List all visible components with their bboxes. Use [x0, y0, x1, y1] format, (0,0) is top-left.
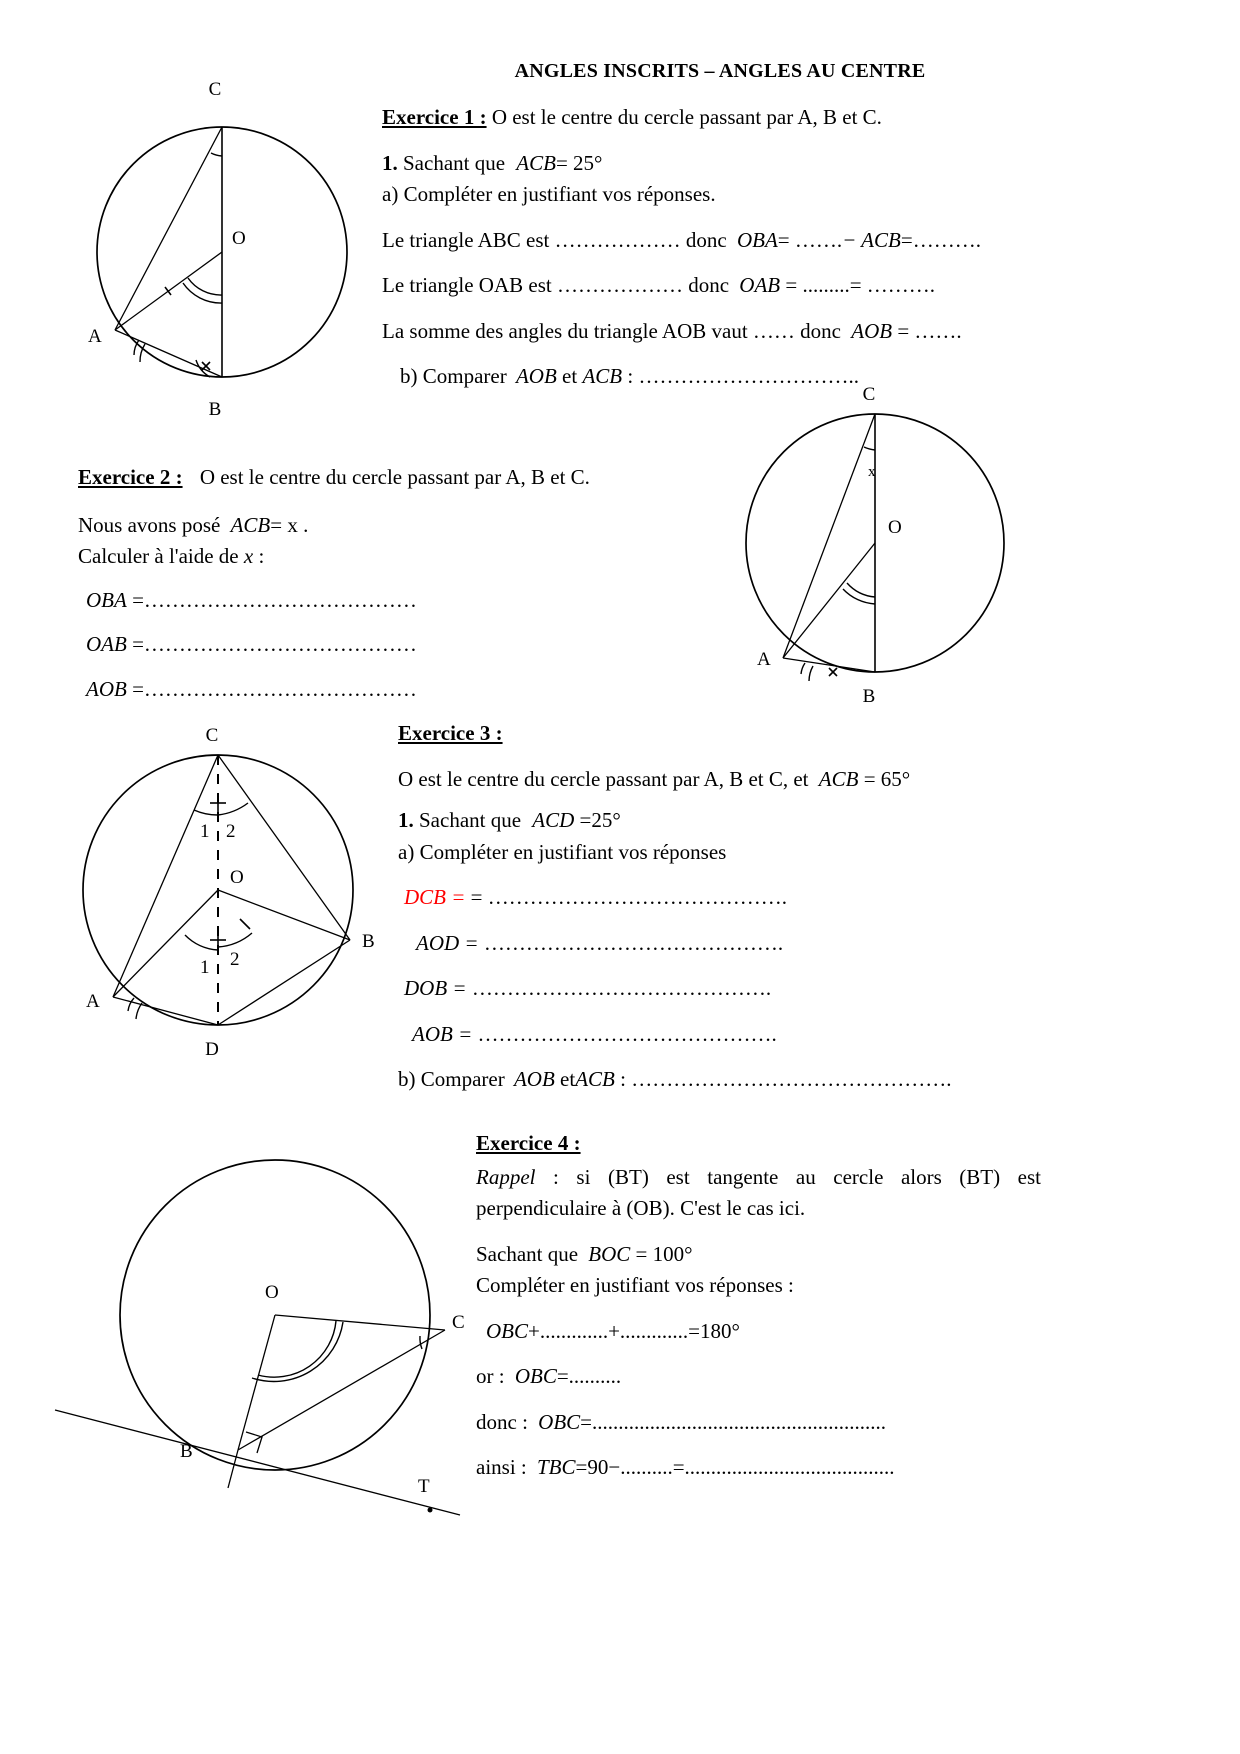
exercise4-line2-text: =.......... — [556, 1364, 622, 1388]
exercise1-q1-number: 1. — [382, 150, 398, 175]
exercise1-q1-text: Sachant que — [403, 150, 506, 175]
exercise3-b-math2: ACB — [575, 1067, 615, 1091]
exercise4-rappel-text: : si (BT) est tangente au cercle alors (BT) est perpendiculaire à (OB). C'est le cas ici. — [476, 1164, 1042, 1220]
figure2-angle-x: x — [868, 464, 876, 480]
exercise3-answer-1-dots: = ……………………………………. — [470, 885, 788, 909]
exercise1-b-label: b) Comparer — [400, 364, 507, 388]
exercise3-answer-1-math: DCB = — [404, 885, 466, 909]
exercise2-block — [78, 462, 678, 705]
exercise2-answer-1-dots: =………………………………… — [132, 587, 417, 612]
exercise1-q1-value: = 25° — [555, 150, 603, 175]
exercise2-posed-a: Nous avons posé — [78, 512, 221, 537]
figure3-label-D: D — [205, 1039, 219, 1060]
exercise4-complete: Compléter en justifiant vos réponses : — [476, 1273, 794, 1297]
exercise1-line1-math2: − ACB — [842, 227, 901, 252]
exercise1-intro: O est le centre du cercle passant par A, B et C. — [491, 105, 882, 129]
page-title: ANGLES INSCRITS – ANGLES AU CENTRE — [514, 60, 926, 82]
exercise3-figure — [60, 725, 390, 1065]
exercise4-line3-math: OBC — [538, 1409, 581, 1434]
exercise4-line2-prefix: or : — [476, 1364, 505, 1388]
figure4-label-O: O — [265, 1282, 279, 1303]
figure4-label-T: T — [418, 1476, 430, 1497]
exercise3-block — [398, 718, 1028, 1096]
exercise1-a-label: a) Compléter en justifiant vos réponses. — [382, 182, 716, 206]
exercise1-line2-a: Le triangle OAB est ……………… donc — [382, 273, 730, 297]
exercise4-line3-text: =........................................................ — [580, 1409, 886, 1434]
exercise4-rappel-emphasis: Rappel — [476, 1164, 536, 1189]
exercise3-b-tail: : ………………………………………. — [620, 1067, 952, 1091]
exercise1-label: Exercice 1 : — [382, 105, 487, 129]
exercise1-figure — [70, 55, 380, 430]
figure4-label-C: C — [452, 1312, 465, 1333]
figure3-label-O: O — [230, 867, 244, 888]
exercise3-q1-text: Sachant que — [419, 808, 522, 832]
exercise4-line4-text: =90−..........=........................................ — [575, 1455, 895, 1479]
exercise3-answer-4-dots: ……………………………………. — [477, 1021, 777, 1046]
figure3-angle-o2: 2 — [230, 949, 240, 970]
exercise2-calc-math: x — [243, 544, 254, 568]
exercise3-q1-math: ACD — [532, 808, 575, 832]
exercise3-answer-4-math: AOB = — [412, 1021, 473, 1046]
exercise3-intro-b: = 65° — [863, 766, 911, 791]
exercise4-known-b: = 100° — [635, 1241, 693, 1266]
exercise1-b-math2: ACB — [582, 364, 623, 388]
exercise4-known-math: BOC — [588, 1241, 631, 1266]
figure3-angle-c1: 1 — [200, 821, 210, 842]
exercise4-line4-math: TBC — [537, 1455, 576, 1479]
figure2-label-A: A — [757, 649, 771, 670]
exercise2-posed-math: ACB — [230, 512, 271, 537]
exercise4-figure — [40, 1120, 470, 1540]
exercise1-b-tail: : ………………………….. — [627, 364, 859, 388]
figure3-angle-c2: 2 — [226, 821, 236, 842]
exercise1-line1-c: =………. — [900, 227, 981, 252]
figure1-label-B: B — [208, 399, 222, 420]
exercise1-b-mid: et — [562, 364, 578, 388]
exercise1-line3-b: = ……. — [897, 318, 962, 343]
exercise4-label: Exercice 4 : — [476, 1131, 581, 1155]
exercise1-line1-math1: OBA — [736, 227, 778, 252]
exercise3-b-math1: AOB — [513, 1067, 555, 1091]
exercise2-answer-2-dots: =………………………………… — [132, 632, 417, 656]
figure2-label-B: B — [862, 686, 876, 707]
figure2-label-O: O — [888, 517, 902, 538]
figure1-label-O: O — [232, 228, 246, 249]
figure1-label-A: A — [88, 326, 102, 347]
exercise3-answer-2-dots: ……………………………………. — [483, 930, 784, 955]
figure3-label-B: B — [362, 931, 375, 952]
exercise2-answer-3-dots: =………………………………… — [132, 676, 417, 701]
exercise2-answer-1-math: OBA — [86, 587, 127, 612]
exercise4-line4-prefix: ainsi : — [476, 1455, 527, 1479]
exercise3-b-mid: et — [560, 1067, 576, 1091]
exercise2-answer-3-math: AOB — [86, 676, 127, 701]
exercise3-label: Exercice 3 : — [398, 721, 503, 745]
exercise3-answer-2-math: AOD = — [416, 930, 479, 955]
figure3-angle-o1: 1 — [200, 957, 210, 978]
exercise3-a-label: a) Compléter en justifiant vos réponses — [398, 839, 727, 864]
exercise3-intro-math: ACB — [818, 766, 859, 791]
exercise2-calc-a: Calculer à l'aide de — [78, 544, 239, 568]
exercise2-posed-b: = x . — [270, 512, 309, 537]
exercise1-line2-b: = .........= ………. — [785, 273, 936, 297]
exercise4-line1-text: +.............+.............=180° — [528, 1318, 740, 1343]
exercise3-q1-number: 1. — [398, 808, 414, 832]
figure4-label-B: B — [180, 1441, 193, 1462]
figure2-label-C: C — [862, 384, 876, 405]
exercise1-line1-b: = ……. — [777, 227, 843, 252]
exercise2-figure — [725, 384, 1045, 715]
exercise4-known-a: Sachant que — [476, 1241, 579, 1266]
exercise3-intro-a: O est le centre du cercle passant par A, B et C, et — [398, 766, 809, 791]
exercise3-answer-3-math: DOB = — [404, 976, 467, 1000]
exercise1-line2-math1: OAB — [739, 273, 781, 297]
figure3-label-C: C — [205, 725, 219, 746]
exercise1-q1-math: ACB — [516, 150, 556, 175]
exercise1-block — [382, 102, 1042, 393]
exercise4-block — [476, 1128, 1041, 1484]
exercise3-q1-value: =25° — [579, 808, 621, 832]
exercise4-line3-prefix: donc : — [476, 1409, 528, 1434]
exercise2-answer-2-math: OAB — [86, 632, 127, 656]
exercise1-b-math1: AOB — [515, 364, 557, 388]
exercise4-line2-math: OBC — [514, 1364, 557, 1388]
exercise1-line3-math1: AOB — [851, 318, 893, 343]
exercise3-b-label: b) Comparer — [398, 1067, 505, 1091]
figure1-label-C: C — [208, 79, 222, 100]
exercise1-line1-a: Le triangle ABC est ……………… donc — [382, 227, 727, 252]
exercise3-answer-3-dots: ……………………………………. — [471, 976, 772, 1000]
exercise1-line3-a: La somme des angles du triangle AOB vaut …… donc — [382, 318, 841, 343]
exercise2-calc-b: : — [258, 544, 265, 568]
figure3-label-A: A — [86, 991, 100, 1012]
exercise2-label: Exercice 2 : — [78, 465, 183, 489]
exercise2-intro: O est le centre du cercle passant par A, B et C. — [199, 465, 590, 489]
exercise4-line1-math: OBC — [486, 1318, 528, 1343]
